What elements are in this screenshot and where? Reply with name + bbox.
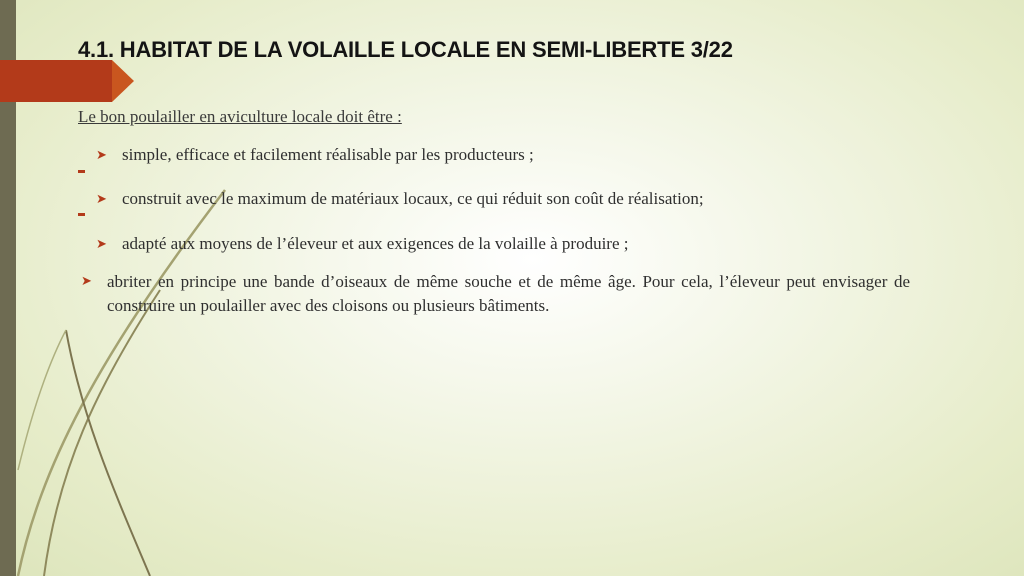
intro-text: Le bon poulailler en aviculture locale doit être : [78,107,402,126]
list-item-text: abriter en principe une bande d’oiseaux de même souche et de même âge. Pour cela, l’éleveur peut envisager de construire un poulailler avec des cloisons ou plusieurs bâtiments. [107,272,910,315]
dash-marker [78,213,85,216]
arrow-bullet-icon: ➤ [96,147,107,162]
arrow-bullet-icon: ➤ [96,191,107,206]
list-item-text: simple, efficace et facilement réalisable par les producteurs ; [122,145,534,164]
slide-title: 4.1. HABITAT DE LA VOLAILLE LOCALE EN SEMI-LIBERTE 3/22 [78,37,733,62]
list-item-text: adapté aux moyens de l’éleveur et aux exigences de la volaille à produire ; [122,234,629,253]
list-item [96,188,704,210]
title-accent-flag [0,60,112,102]
dash-marker [78,170,85,173]
list-item [96,144,534,166]
arrow-bullet-icon: ➤ [81,273,92,288]
list-item [81,270,910,318]
list-item-text: construit avec le maximum de matériaux locaux, ce qui réduit son coût de réalisation; [122,189,704,208]
arrow-bullet-icon: ➤ [96,236,107,251]
list-item [96,233,628,255]
title-accent-flag-tip [112,60,134,102]
